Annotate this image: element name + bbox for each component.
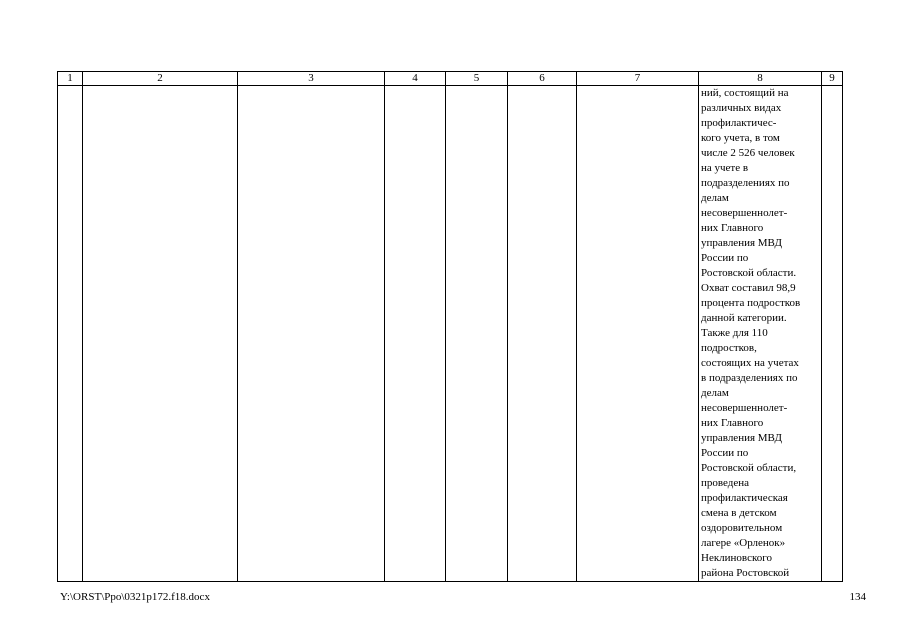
cell-col8-line: в подразделениях по (701, 372, 798, 384)
cell-col8-line: проведена (701, 477, 750, 489)
cell-col4 (385, 86, 446, 582)
cell-col8-line: несовершеннолет- (701, 207, 788, 219)
column-header-9: 9 (822, 72, 843, 86)
cell-col8-line: профилактичес- (701, 117, 777, 129)
cell-col8-line: данной категории. (701, 312, 787, 324)
cell-col7 (577, 86, 699, 582)
cell-col8-line: несовершеннолет- (701, 402, 788, 414)
column-header-7: 7 (577, 72, 699, 86)
cell-col8-line: смена в детском (701, 507, 777, 519)
page-number: 134 (849, 591, 866, 603)
footer-file-path: Y:\ORST\Ppo\0321p172.f18.docx (60, 591, 210, 603)
column-header-2: 2 (83, 72, 238, 86)
document-table (57, 71, 843, 582)
column-header-8: 8 (699, 72, 822, 86)
cell-col8-line: района Ростовской (701, 567, 790, 579)
column-header-1: 1 (58, 72, 83, 86)
column-header-6: 6 (508, 72, 577, 86)
cell-col5 (446, 86, 508, 582)
cell-col9 (822, 86, 843, 582)
cell-col6 (508, 86, 577, 582)
table-row (58, 86, 843, 582)
cell-col8-line: лагере «Орленок» (701, 537, 786, 549)
cell-col8-line: подразделениях по (701, 177, 790, 189)
cell-col8-line: состоящих на учетах (701, 357, 799, 369)
cell-col2 (83, 86, 238, 582)
cell-col8-line: Охват составил 98,9 (701, 282, 796, 294)
cell-col8-line: ний, состоящий на (701, 87, 789, 99)
cell-col1 (58, 86, 83, 582)
cell-col8-line: на учете в (701, 162, 749, 174)
cell-col8-line: Неклиновского (701, 552, 772, 564)
cell-col8-line: Также для 110 (701, 327, 768, 339)
cell-col8-line: делам (701, 192, 729, 204)
cell-col8-line: процента подростков (701, 297, 801, 309)
column-header-5: 5 (446, 72, 508, 86)
cell-col8-line: Ростовской области, (701, 462, 797, 474)
cell-col8-line: различных видах (701, 102, 782, 114)
cell-col8 (699, 86, 822, 582)
cell-col8-line: них Главного (701, 222, 764, 234)
header-row (58, 72, 843, 86)
cell-col8-line: управления МВД (701, 432, 782, 444)
cell-col8-line: Ростовской области. (701, 267, 797, 279)
cell-col8-line: подростков, (701, 342, 757, 354)
column-header-4: 4 (385, 72, 446, 86)
cell-col8-line: кого учета, в том (701, 132, 780, 144)
cell-col8-line: управления МВД (701, 237, 782, 249)
cell-col8-line: профилактическая (701, 492, 788, 504)
cell-col8-text (699, 86, 821, 581)
cell-col8-line: оздоровительном (701, 522, 783, 534)
cell-col3 (238, 86, 385, 582)
cell-col8-line: них Главного (701, 417, 764, 429)
cell-col8-line: числе 2 526 человек (701, 147, 795, 159)
cell-col8-line: России по (701, 447, 749, 459)
cell-col8-line: России по (701, 252, 749, 264)
column-header-3: 3 (238, 72, 385, 86)
cell-col8-line: делам (701, 387, 729, 399)
